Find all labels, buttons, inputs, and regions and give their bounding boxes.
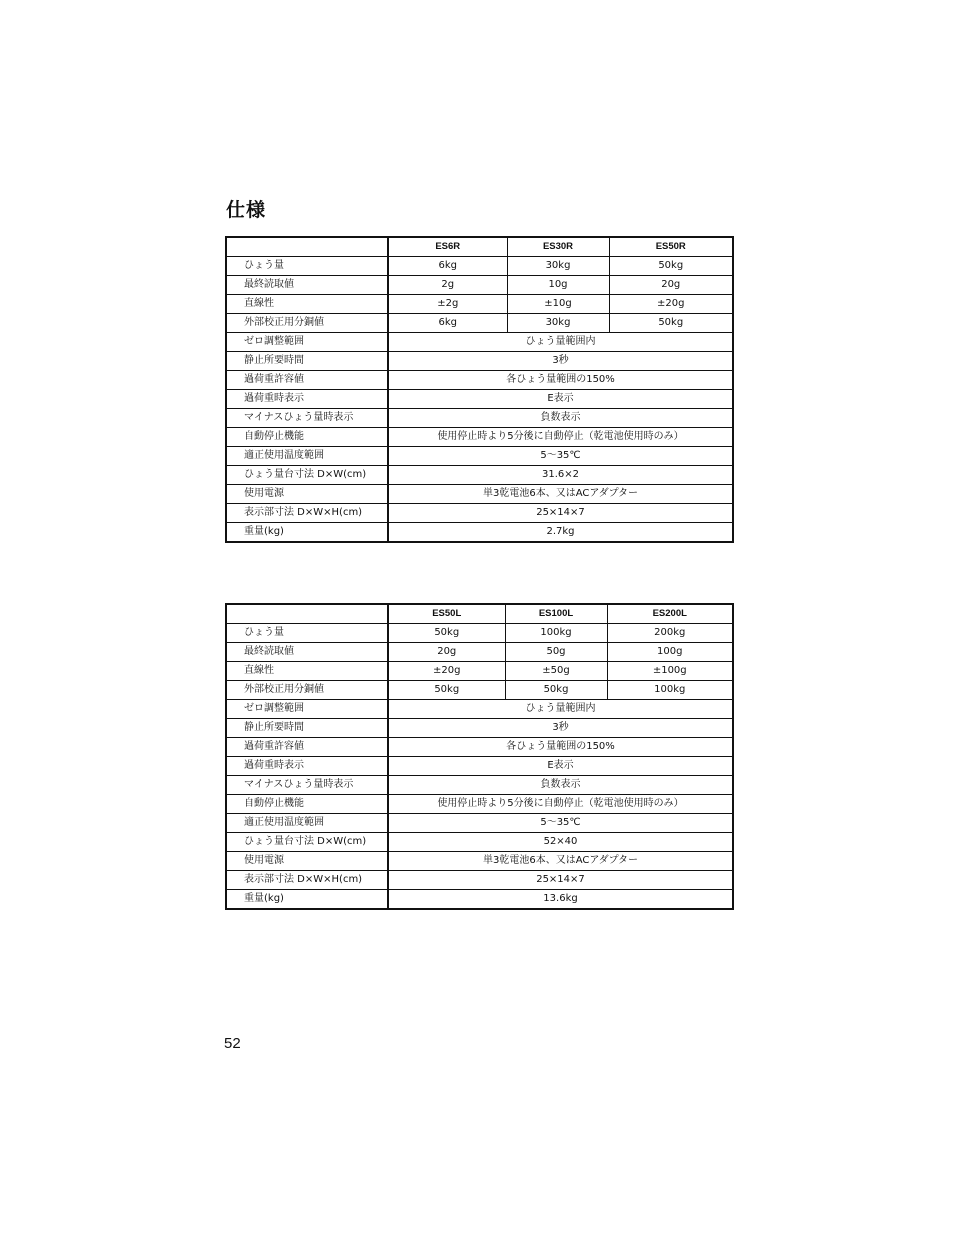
table-header-row	[226, 604, 733, 624]
spec-value: 6kg	[388, 314, 507, 333]
spec-label: 自動停止機能	[226, 795, 388, 814]
spec-value: 200kg	[607, 624, 733, 643]
spec-value: ±2g	[388, 295, 507, 314]
spec-value: 20g	[388, 643, 505, 662]
spec-label: 使用電源	[226, 485, 388, 504]
spec-value-merged: 単3乾電池6本、又はACアダプター	[388, 485, 733, 504]
model-header: ES50R	[609, 237, 733, 257]
spec-value-merged: 31.6×2	[388, 466, 733, 485]
spec-value: 50kg	[505, 681, 607, 700]
spec-value-merged: 5～35℃	[388, 814, 733, 833]
page-title: 仕様	[226, 199, 267, 221]
spec-value-merged: 3秒	[388, 719, 733, 738]
table-row	[226, 852, 733, 871]
header-corner-cell	[226, 237, 388, 257]
spec-value: 6kg	[388, 257, 507, 276]
spec-value-merged: 25×14×7	[388, 504, 733, 523]
spec-label: 表示部寸法 D×W×H(cm)	[226, 871, 388, 890]
spec-label: 静止所要時間	[226, 352, 388, 371]
table-row	[226, 466, 733, 485]
spec-value-merged: E表示	[388, 390, 733, 409]
spec-value-merged: 13.6kg	[388, 890, 733, 910]
spec-label: 直線性	[226, 295, 388, 314]
spec-value-merged: 使用停止時より5分後に自動停止（乾電池使用時のみ）	[388, 795, 733, 814]
spec-value: 20g	[609, 276, 733, 295]
table-row	[226, 700, 733, 719]
table-header-row	[226, 237, 733, 257]
spec-value-merged: E表示	[388, 757, 733, 776]
table-row	[226, 814, 733, 833]
spec-label: ひょう量	[226, 257, 388, 276]
spec-label: 最終読取値	[226, 643, 388, 662]
spec-value: 50g	[505, 643, 607, 662]
spec-value: 100g	[607, 643, 733, 662]
spec-value-merged: ひょう量範囲内	[388, 333, 733, 352]
spec-value-merged: 3秒	[388, 352, 733, 371]
spec-value-merged: 各ひょう量範囲の150%	[388, 371, 733, 390]
table-row	[226, 662, 733, 681]
table-row	[226, 776, 733, 795]
spec-label: マイナスひょう量時表示	[226, 409, 388, 428]
table-row	[226, 485, 733, 504]
table-row	[226, 257, 733, 276]
spec-table	[225, 236, 734, 543]
spec-label: ひょう量	[226, 624, 388, 643]
spec-value-merged: 各ひょう量範囲の150%	[388, 738, 733, 757]
spec-value-merged: 使用停止時より5分後に自動停止（乾電池使用時のみ）	[388, 428, 733, 447]
table-row	[226, 757, 733, 776]
spec-value-merged: 負数表示	[388, 409, 733, 428]
spec-value-merged: 52×40	[388, 833, 733, 852]
spec-value: 2g	[388, 276, 507, 295]
table-row	[226, 428, 733, 447]
spec-label: 適正使用温度範囲	[226, 814, 388, 833]
spec-label: 外部校正用分銅値	[226, 681, 388, 700]
spec-label: 過荷重許容値	[226, 738, 388, 757]
spec-label: 適正使用温度範囲	[226, 447, 388, 466]
spec-label: ゼロ調整範囲	[226, 333, 388, 352]
spec-label: 使用電源	[226, 852, 388, 871]
spec-label: 表示部寸法 D×W×H(cm)	[226, 504, 388, 523]
spec-label: 静止所要時間	[226, 719, 388, 738]
spec-label: ひょう量台寸法 D×W(cm)	[226, 833, 388, 852]
table-row	[226, 447, 733, 466]
spec-value: 30kg	[507, 257, 609, 276]
table-row	[226, 795, 733, 814]
spec-label: ゼロ調整範囲	[226, 700, 388, 719]
spec-label: ひょう量台寸法 D×W(cm)	[226, 466, 388, 485]
table-row	[226, 409, 733, 428]
table-row	[226, 624, 733, 643]
spec-label: 直線性	[226, 662, 388, 681]
spec-label: 最終読取値	[226, 276, 388, 295]
spec-value: 50kg	[388, 681, 505, 700]
spec-value: ±10g	[507, 295, 609, 314]
table-row	[226, 871, 733, 890]
table-row	[226, 276, 733, 295]
spec-value: 10g	[507, 276, 609, 295]
table-row	[226, 390, 733, 409]
table-row	[226, 681, 733, 700]
page-number: 52	[224, 1035, 241, 1052]
spec-label: 過荷重許容値	[226, 371, 388, 390]
spec-value-merged: ひょう量範囲内	[388, 700, 733, 719]
spec-label: 自動停止機能	[226, 428, 388, 447]
table-row	[226, 371, 733, 390]
table-row	[226, 504, 733, 523]
spec-value: 100kg	[607, 681, 733, 700]
spec-value: ±50g	[505, 662, 607, 681]
spec-label: マイナスひょう量時表示	[226, 776, 388, 795]
table-row	[226, 719, 733, 738]
header-corner-cell	[226, 604, 388, 624]
spec-label: 過荷重時表示	[226, 757, 388, 776]
table-row	[226, 890, 733, 910]
table-row	[226, 738, 733, 757]
model-header: ES50L	[388, 604, 505, 624]
spec-label: 過荷重時表示	[226, 390, 388, 409]
spec-value-merged: 2.7kg	[388, 523, 733, 543]
model-header: ES100L	[505, 604, 607, 624]
table-row	[226, 333, 733, 352]
spec-value: ±100g	[607, 662, 733, 681]
spec-value: 50kg	[388, 624, 505, 643]
table-row	[226, 643, 733, 662]
spec-value: 30kg	[507, 314, 609, 333]
spec-value: 50kg	[609, 257, 733, 276]
spec-label: 外部校正用分銅値	[226, 314, 388, 333]
table-row	[226, 352, 733, 371]
spec-value-merged: 25×14×7	[388, 871, 733, 890]
table-row	[226, 314, 733, 333]
model-header: ES30R	[507, 237, 609, 257]
model-header: ES200L	[607, 604, 733, 624]
spec-value: 100kg	[505, 624, 607, 643]
spec-label: 重量(kg)	[226, 523, 388, 543]
spec-value-merged: 単3乾電池6本、又はACアダプター	[388, 852, 733, 871]
spec-table	[225, 603, 734, 910]
table-row	[226, 523, 733, 543]
spec-label: 重量(kg)	[226, 890, 388, 910]
spec-value: ±20g	[609, 295, 733, 314]
spec-value: 50kg	[609, 314, 733, 333]
spec-value: ±20g	[388, 662, 505, 681]
model-header: ES6R	[388, 237, 507, 257]
table-row	[226, 833, 733, 852]
spec-value-merged: 5～35℃	[388, 447, 733, 466]
table-row	[226, 295, 733, 314]
spec-value-merged: 負数表示	[388, 776, 733, 795]
